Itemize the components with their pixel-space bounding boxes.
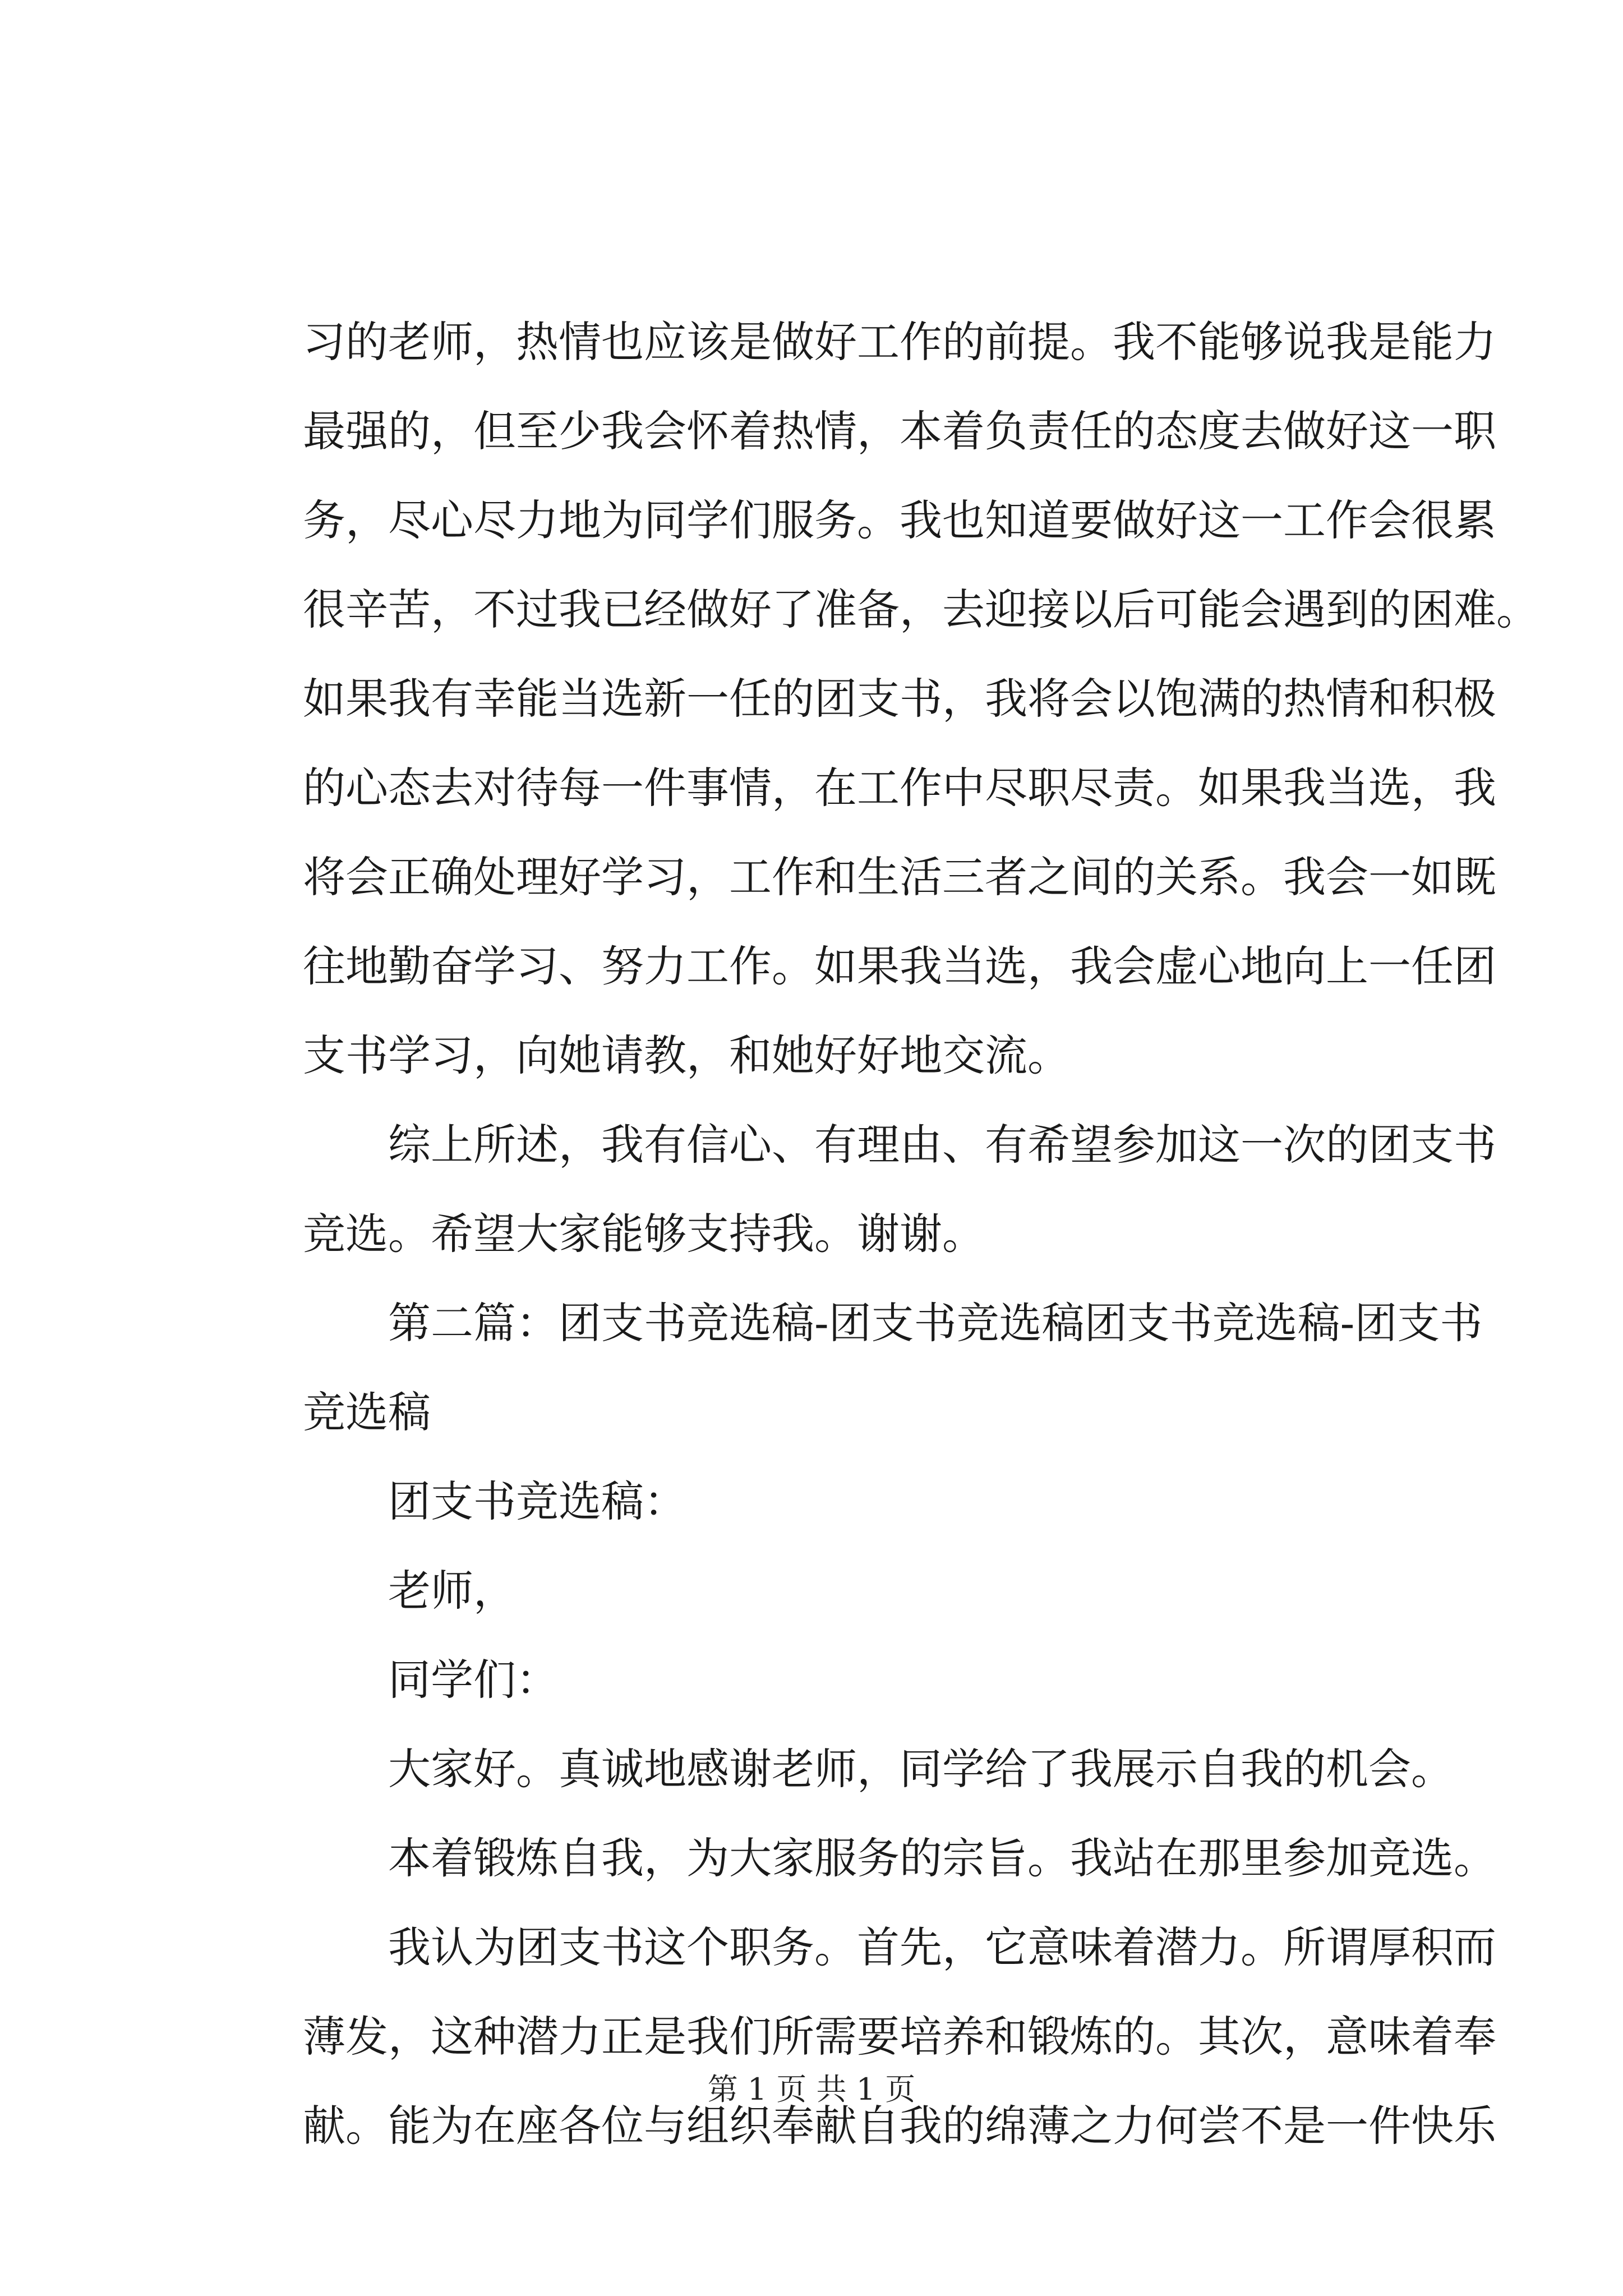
text-line: 将会正确处理好学习，工作和生活三者之间的关系。我会一如既 [303,852,1496,902]
text-line: 习的老师，热情也应该是做好工作的前提。我不能够说我是能力 [303,317,1496,367]
paragraph-start-line: 我认为团支书这个职务。首先，它意味着潜力。所谓厚积而 [388,1922,1496,1972]
paragraph-start-line: 大家好。真诚地感谢老师，同学给了我展示自我的机会。 [388,1744,1454,1794]
salutation-students: 同学们： [388,1655,559,1705]
paragraph-start-line: 综上所述，我有信心、有理由、有希望参加这一次的团支书 [388,1120,1496,1170]
section-heading-line: 第二篇：团支书竞选稿-团支书竞选稿团支书竞选稿-团支书 [388,1298,1483,1348]
paragraph-start-line: 本着锻炼自我，为大家服务的宗旨。我站在那里参加竞选。 [388,1833,1496,1883]
text-line: 的心态去对待每一件事情，在工作中尽职尽责。如果我当选，我 [303,763,1496,813]
text-line: 如果我有幸能当选新一任的团支书，我将会以饱满的热情和积极 [303,674,1496,724]
text-line: 务，尽心尽力地为同学们服务。我也知道要做好这一工作会很累 [303,495,1496,545]
document-body [303,297,1539,2170]
text-line: 很辛苦，不过我已经做好了准备，去迎接以后可能会遇到的困难。 [303,585,1539,634]
text-line: 支书学习，向她请教，和她好好地交流。 [303,1030,1070,1080]
text-line: 往地勤奋学习、努力工作。如果我当选，我会虚心地向上一任团 [303,941,1496,991]
text-line: 献。能为在座各位与组织奉献自我的绵薄之力何尝不是一件快乐 [303,2101,1496,2151]
salutation-teachers: 老师， [388,1566,516,1616]
text-line: 薄发，这种潜力正是我们所需要培养和锻炼的。其次，意味着奉 [303,2012,1496,2062]
speech-title: 团支书竞选稿： [388,1476,686,1526]
text-line: 竞选。希望大家能够支持我。谢谢。 [303,1209,985,1259]
text-line: 最强的，但至少我会怀着热情，本着负责任的态度去做好这一职 [303,406,1496,456]
section-heading-line: 竞选稿 [303,1387,431,1437]
page-number-footer: 第 1 页 共 1 页 [707,2072,916,2107]
